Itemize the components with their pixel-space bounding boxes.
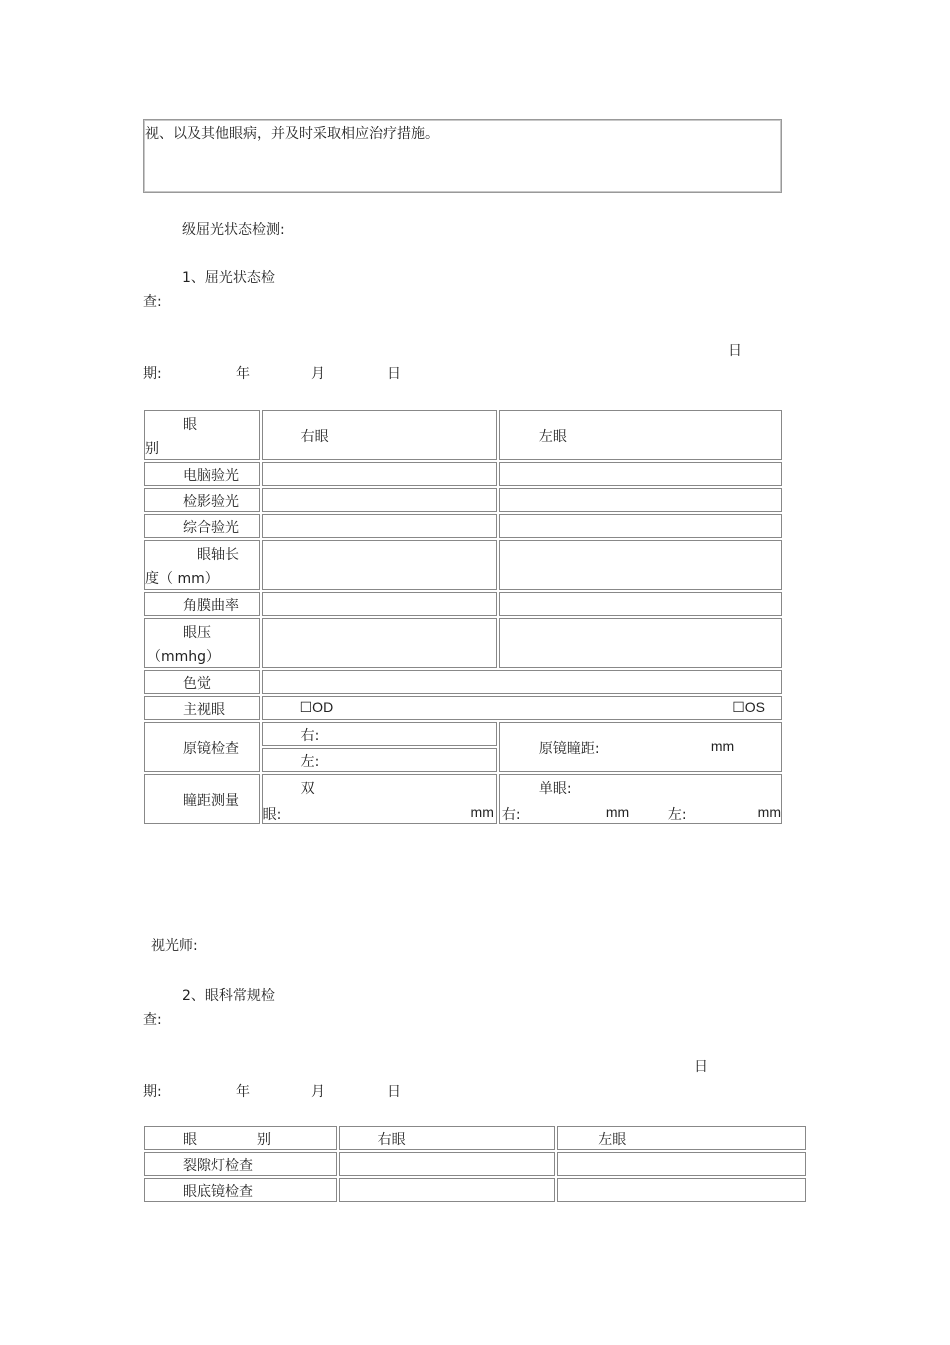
refraction-table <box>142 408 784 826</box>
row-color-label: 色觉 <box>144 670 260 694</box>
sec2-title-cont: 查: <box>143 1012 162 1028</box>
sec1-title: 1、屈光状态检 <box>182 270 275 286</box>
sec1-title-cont: 查: <box>143 294 162 310</box>
sec1-date-ri: 日 <box>728 343 742 359</box>
row-retinoscopy-left[interactable] <box>499 488 782 512</box>
row-axial-right[interactable] <box>262 540 497 590</box>
section-heading: 级屈光状态检测: <box>182 222 285 238</box>
row-pd-monocular[interactable]: 单眼: 右: mm 左: mm <box>499 774 782 824</box>
t2-row-fundus-label: 眼底镜检查 <box>144 1178 337 1202</box>
sec2-date-ri: 日 <box>694 1059 708 1075</box>
sec2-title: 2、眼科常规检 <box>182 988 275 1004</box>
row-retinoscopy-right[interactable] <box>262 488 497 512</box>
row-glasses-pd[interactable]: 原镜瞳距: mm <box>499 722 782 772</box>
t2-row-slitlamp-label: 裂隙灯检查 <box>144 1152 337 1176</box>
row-pd-binocular[interactable]: 双 眼: mm <box>262 774 497 824</box>
row-computer-left[interactable] <box>499 462 782 486</box>
row-iop-right[interactable] <box>262 618 497 668</box>
t2-row-fundus-left[interactable] <box>557 1178 806 1202</box>
row-dominant-value <box>262 696 782 720</box>
t2-header-right: 右眼 <box>339 1126 556 1150</box>
sec2-date-month: 月 <box>311 1084 325 1100</box>
row-curvature-right[interactable] <box>262 592 497 616</box>
t2-row-fundus-right[interactable] <box>339 1178 556 1202</box>
row-computer-label: 电脑验光 <box>144 462 260 486</box>
od-checkbox[interactable]: ☐OD <box>299 699 334 715</box>
t2-header-left: 左眼 <box>557 1126 806 1150</box>
row-computer-right[interactable] <box>262 462 497 486</box>
row-subjective-left[interactable] <box>499 514 782 538</box>
row-glasses-right[interactable]: 右: <box>262 722 497 746</box>
row-glasses-label: 原镜检查 <box>144 722 260 772</box>
row-dominant-label: 主视眼 <box>144 696 260 720</box>
sec2-date-day: 日 <box>387 1084 401 1100</box>
row-iop-left[interactable] <box>499 618 782 668</box>
t2-row-slitlamp-left[interactable] <box>557 1152 806 1176</box>
header-eye-cell: 眼 别 <box>144 410 260 460</box>
sec1-date-month: 月 <box>311 366 325 382</box>
row-subjective-right[interactable] <box>262 514 497 538</box>
eye-exam-table <box>142 1124 808 1204</box>
row-axial-label: 眼轴长 度（ mm） <box>144 540 260 590</box>
t2-row-slitlamp-right[interactable] <box>339 1152 556 1176</box>
row-pd-label: 瞳距测量 <box>144 774 260 824</box>
row-axial-left[interactable] <box>499 540 782 590</box>
sec1-date-label: 期: <box>143 366 162 382</box>
os-checkbox[interactable]: ☐OS <box>732 699 765 715</box>
row-subjective-label: 综合验光 <box>144 514 260 538</box>
row-glasses-left[interactable]: 左: <box>262 748 497 772</box>
sec2-date-label: 期: <box>143 1084 162 1100</box>
row-curvature-left[interactable] <box>499 592 782 616</box>
sec2-date-year: 年 <box>236 1084 250 1100</box>
t2-header-eye: 眼 别 <box>144 1126 337 1150</box>
header-right-eye: 右眼 <box>262 410 497 460</box>
row-curvature-label: 角膜曲率 <box>144 592 260 616</box>
header-left-eye: 左眼 <box>499 410 782 460</box>
sec1-date-year: 年 <box>236 366 250 382</box>
sec1-date-day: 日 <box>387 366 401 382</box>
optometrist-label: 视光师: <box>151 938 198 954</box>
row-color-value[interactable] <box>262 670 782 694</box>
top-note-text: 视、以及其他眼病，并及时采取相应治疗措施。 <box>145 126 439 142</box>
row-retinoscopy-label: 检影验光 <box>144 488 260 512</box>
row-iop-label: 眼压 （mmhg） <box>144 618 260 668</box>
